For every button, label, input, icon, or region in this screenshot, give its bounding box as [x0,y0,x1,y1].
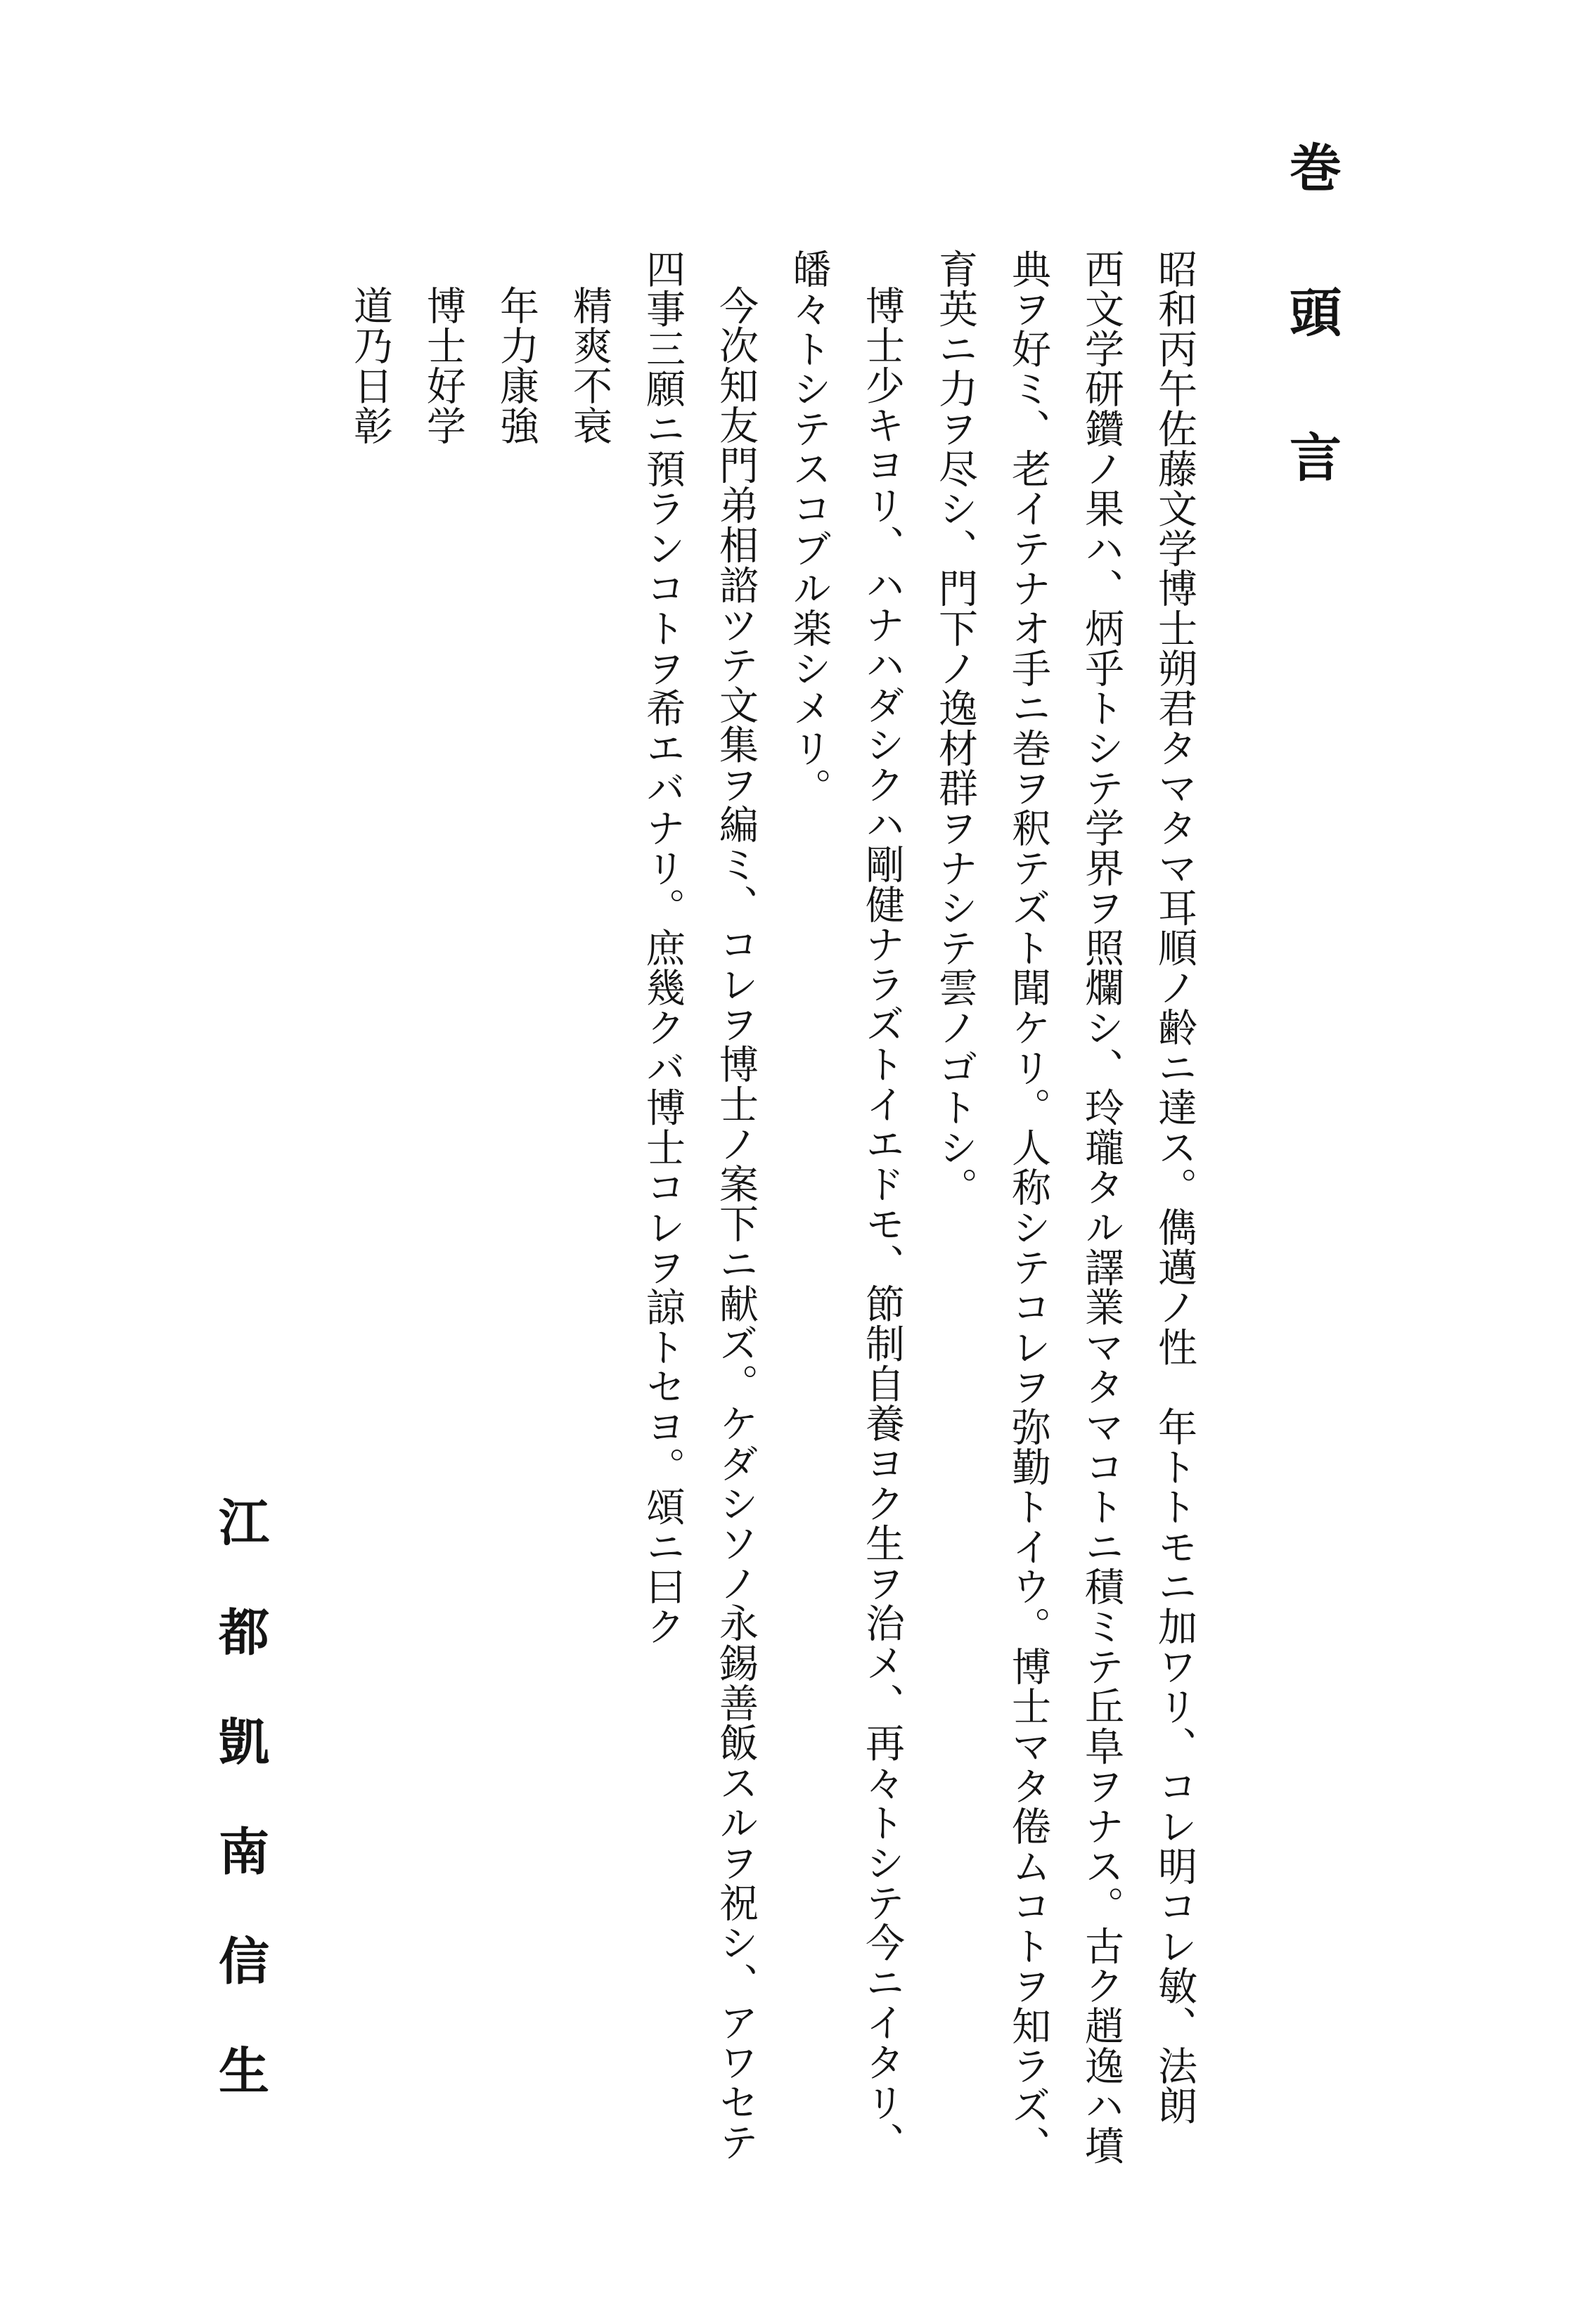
body-line-7: 今次知友門弟相諮ツテ文集ヲ編ミ、コレヲ博士ノ案下ニ献ズ。ケダシソノ永錫善飯スルヲ祝シ、アワセテ [713,285,759,2162]
body-line-1: 昭和丙午佐藤文学博士朔君タマタマ耳順ノ齢ニ達ス。儁邁ノ性 年トトモニ加ワリ、コレ明コレ敏、法朗 [1152,249,1197,2126]
body-line-5: 博士少キヨリ、ハナハダシクハ剛健ナラズトイエドモ、節制自養ヨク生ヲ治メ、再々トシテ今ニイタリ、 [859,285,905,2162]
body-line-3: 典ヲ好ミ、老イテナオ手ニ巻ヲ釈テズト聞ケリ。人称シテコレヲ弥勤トイウ。博士マタ倦ムコトヲ知ラズ、 [1005,249,1051,2166]
body-line-6: 皤々トシテスコブル楽シメリ。 [786,249,832,808]
body-line-4: 育英ニ力ヲ尽シ、門下ノ逸材群ヲナシテ雲ノゴトシ。 [932,249,978,1208]
body-line-8: 四事三願ニ預ランコトヲ希エバナリ。庶幾クバ博士コレヲ諒トセヨ。頌ニ曰ク [640,249,686,1646]
poem-line-3: 博士好学 [420,285,466,446]
author-signature: 江都凱南信生 [210,1496,270,2154]
poem-line-1: 精爽不衰 [567,285,612,446]
poem-line-2: 年力康強 [494,285,539,446]
body-line-2: 西文学研鑽ノ果ハ、炳乎トシテ学界ヲ照爛シ、玲瓏タル譯業マタマコトニ積ミテ丘阜ヲナス。古ク趙逸ハ墳 [1079,249,1124,2166]
page-title: 巻頭言 [1281,141,1342,575]
poem-line-4: 道乃日彰 [347,285,393,446]
